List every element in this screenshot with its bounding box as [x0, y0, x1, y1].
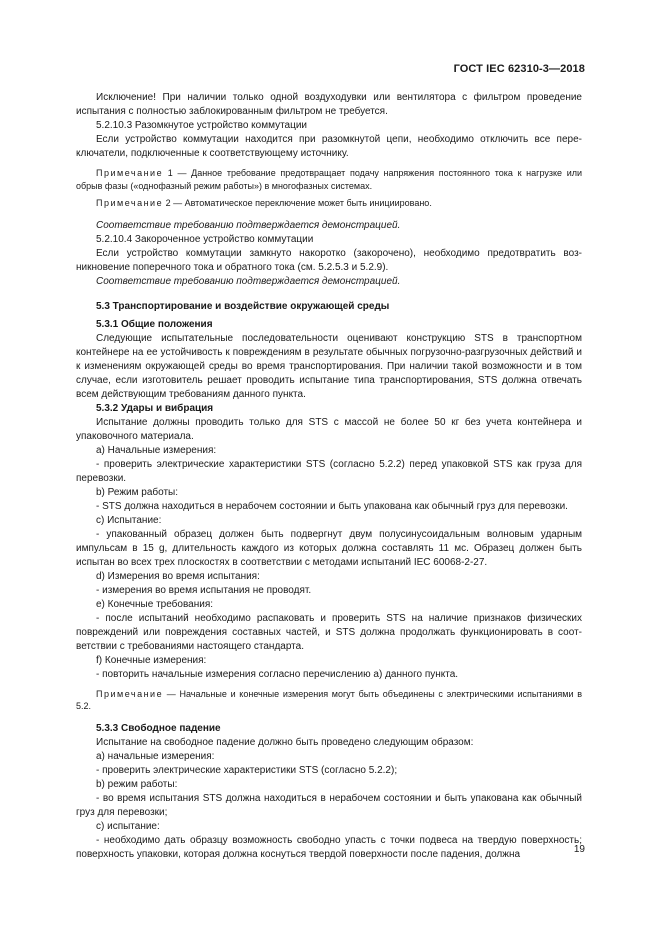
drop-item-b-label: b) режим работы:	[96, 778, 178, 790]
clause-5-2-10-4-title: 5.2.10.4 Закороченное устройство коммутации	[96, 233, 314, 245]
paragraph-general: Следующие испытательные последовательности оценивают конструкцию STS в транспортном контейнере на ее устойчивость к повреждениям в результате обычных погрузочно-разгрузочных действий и к изменениям окружающей среды во время транспортирования. При наличии такой возможности и в том случае, если изготовитель решает проводить испытание типа транспортирования, STS должна отвечать всем действующим требованиям данного пункта.	[76, 332, 582, 400]
note-1-label: Примечание	[96, 168, 164, 178]
document-body	[76, 91, 582, 862]
paragraph-exception: Исключение! При наличии только одной воздуходувки или вентилятора с фильтром проведение испытания с полностью заблокированным фильтром не требуется.	[76, 92, 582, 117]
list-item-d-text: - измерения во время испытания не проводят.	[96, 584, 312, 596]
section-5-3-2-heading: 5.3.2 Удары и вибрация	[96, 402, 214, 414]
drop-item-a-label: а) начальные измерения:	[96, 750, 215, 762]
drop-item-c-text: - необходимо дать образцу возможность свободно упасть с точки подвеса на твердую поверхность; поверхность упаковки, которая должна коснуться твердой поверхности после падения, должна	[76, 834, 582, 860]
drop-item-a-text: - проверить электрические характеристики STS (согласно 5.2.2);	[96, 764, 398, 776]
section-5-3-3-heading: 5.3.3 Свободное падение	[96, 722, 221, 734]
standard-header: ГОСТ IEC 62310-3—2018	[453, 63, 585, 75]
section-5-3-1-heading: 5.3.1 Общие положения	[96, 318, 213, 330]
list-item-a-text: - проверить электрические характеристики STS (согласно 5.2.2) перед упаковкой STS как груза для перевозки.	[76, 458, 582, 484]
list-item-a-label: а) Начальные измерения:	[96, 444, 217, 456]
list-item-b-label: b) Режим работы:	[96, 486, 179, 498]
section-5-3-heading: 5.3 Транспортирование и воздействие окружающей среды	[96, 300, 390, 312]
list-item-c-label: с) Испытание:	[96, 514, 162, 526]
note-1-text: 1 — Данное требование предотвращает подачу напряжения постоянного тока к нагрузке или обрыв фазы («однофазный режим работы») в многофазных системах.	[76, 168, 582, 191]
list-item-f-label: f) Конечные измерения:	[96, 654, 207, 666]
note-3-text: — Начальные и конечные измерения могут быть объединены с электрическими испытаниями в 5.2.	[76, 688, 582, 711]
note-1	[76, 167, 582, 192]
list-item-b-text: - STS должна находиться в нерабочем состоянии и быть упакована как обычный груз для перевозки.	[96, 500, 568, 512]
note-3	[76, 688, 582, 713]
list-item-c-text: - упакованный образец должен быть подвергнут двум полусинусоидальным волновым ударным импульсам в 15 g, длительность каждого из которых должна составлять 11 мс. Образец должен быть испытан во всех трех плоскостях в соответствии с методами испытаний IEC 60068-2-27.	[76, 528, 582, 568]
list-item-e-text: - после испытаний необходимо распаковать и проверить STS на наличие признаков физических повреждений или повреждения составных частей, и STS должна продолжать функционировать в соответствии с требованиями настоящего стандарта.	[76, 612, 582, 652]
drop-item-b-text: - во время испытания STS должна находиться в нерабочем состоянии и быть упакована как обычный груз для перевозки;	[76, 792, 582, 818]
compliance-statement-2: Соответствие требованию подтверждается демонстрацией.	[96, 275, 401, 287]
list-item-e-label: е) Конечные требования:	[96, 598, 214, 610]
list-item-f-text: - повторить начальные измерения согласно перечислению а) данного пункта.	[96, 668, 459, 680]
paragraph-open-switch: Если устройство коммутации находится при разомкнутой цепи, необходимо отключить все переключатели, подключенные к соответствующему источнику.	[76, 134, 582, 159]
paragraph-drop-intro: Испытание на свободное падение должно быть проведено следующим образом:	[96, 736, 474, 748]
note-2	[76, 197, 582, 210]
clause-5-2-10-3-title: 5.2.10.3 Разомкнутое устройство коммутации	[96, 120, 308, 131]
list-item-d-label: d) Измерения во время испытания:	[96, 570, 260, 582]
page-number: 19	[573, 844, 585, 855]
paragraph-shock-intro: Испытание должны проводить только для STS с массой не более 50 кг без учета контейнера и упаковочного материала.	[76, 416, 582, 442]
note-2-text: 2 — Автоматическое переключение может быть инициировано.	[163, 198, 432, 208]
drop-item-c-label: с) испытание:	[96, 820, 160, 832]
note-2-label: Примечание	[96, 198, 164, 208]
note-3-label: Примечание	[96, 688, 164, 699]
compliance-statement-1: Соответствие требованию подтверждается демонстрацией.	[96, 219, 401, 231]
paragraph-shorted-switch: Если устройство коммутации замкнуто накоротко (закорочено), необходимо предотвратить возникновение поперечного тока и обратного тока (см. 5.2.5.3 и 5.2.9).	[76, 247, 582, 273]
